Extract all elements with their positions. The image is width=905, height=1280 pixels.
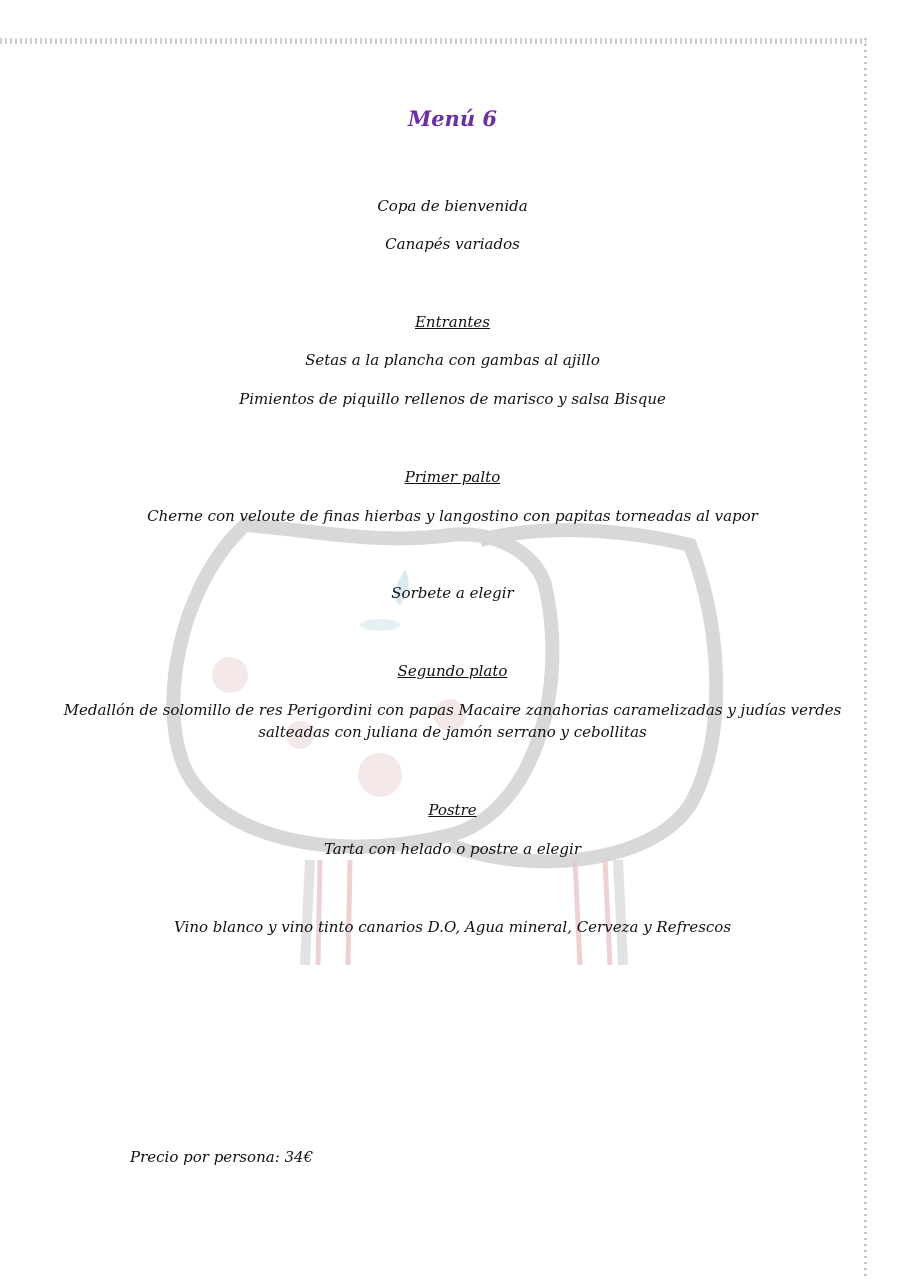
- section-heading-entrantes: Entrantes: [414, 313, 490, 331]
- decorative-border-top: [0, 38, 866, 44]
- decorative-border-right: [864, 38, 867, 1280]
- segundo-plato-line-2: salteadas con juliana de jamón serrano y cebollitas: [258, 723, 647, 741]
- segundo-plato-line-1: Medallón de solomillo de res Perigordini con papas Macaire zanahorias caramelizadas y judías verdes: [63, 701, 842, 719]
- section-heading-segundo-plato: Segundo plato: [397, 662, 508, 680]
- menu-title: Menú 6: [407, 106, 498, 131]
- entrante-item: Pimientos de piquillo rellenos de marisco y salsa Bisque: [239, 390, 666, 408]
- entrante-item: Setas a la plancha con gambas al ajillo: [305, 351, 600, 369]
- section-heading-primer-plato: Primer palto: [404, 468, 501, 486]
- postre-item: Tarta con helado o postre a elegir: [323, 840, 582, 858]
- primer-plato-item: Cherne con veloute de finas hierbas y langostino con papitas torneadas al vapor: [147, 507, 758, 525]
- drinks-line: Vino blanco y vino tinto canarios D.O, Agua mineral, Cerveza y Refrescos: [173, 918, 732, 936]
- sorbete-item: Sorbete a elegir: [391, 584, 514, 602]
- section-heading-postre: Postre: [428, 801, 477, 819]
- welcome-item: Canapés variados: [385, 235, 520, 253]
- price-per-person: Precio por persona: 34€: [130, 1148, 314, 1166]
- welcome-item: Copa de bienvenida: [377, 197, 528, 215]
